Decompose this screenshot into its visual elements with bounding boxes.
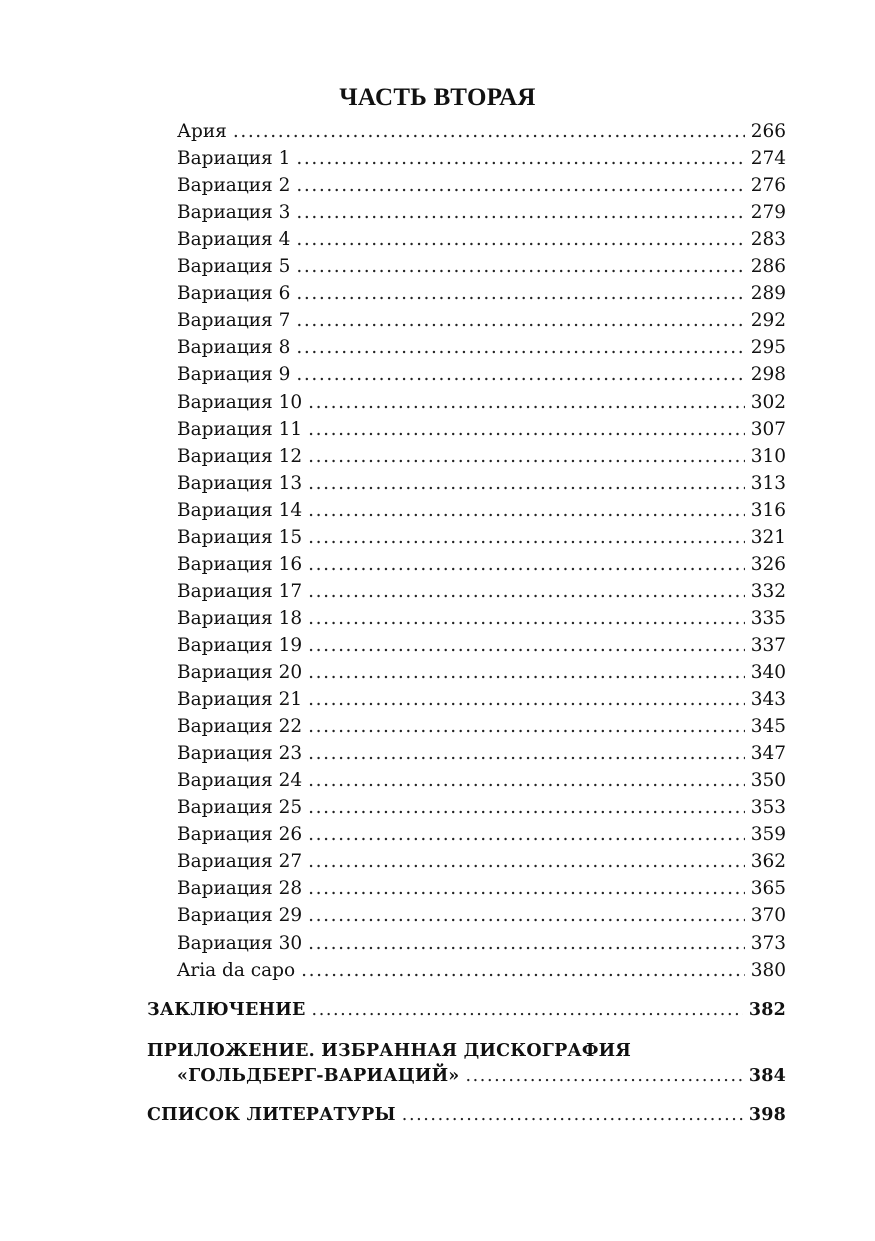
toc-entry-label: Ария bbox=[177, 121, 227, 142]
dot-leader bbox=[233, 121, 745, 142]
toc-entry-page: 316 bbox=[750, 499, 786, 521]
toc-entry[interactable] bbox=[177, 419, 786, 446]
toc-entry-label: ЗАКЛЮЧЕНИЕ bbox=[147, 1000, 306, 1020]
dot-leader bbox=[465, 1066, 742, 1086]
toc-entry-page: 384 bbox=[748, 1066, 786, 1086]
toc-entry[interactable] bbox=[177, 878, 786, 905]
toc-entry-page: 302 bbox=[750, 391, 786, 413]
toc-entry-page: 370 bbox=[750, 905, 786, 927]
toc-entry-page: 313 bbox=[750, 472, 786, 494]
toc-entry[interactable] bbox=[177, 716, 786, 743]
toc-entry-label: Вариация 19 bbox=[177, 634, 303, 656]
dot-leader bbox=[308, 554, 745, 575]
toc-entry-label: Вариация 1 bbox=[177, 148, 291, 170]
toc-entry-page: 286 bbox=[750, 256, 786, 278]
toc-entry[interactable] bbox=[177, 581, 786, 608]
toc-entry[interactable] bbox=[177, 148, 786, 175]
toc-entry[interactable] bbox=[177, 770, 786, 797]
toc-entry[interactable] bbox=[177, 175, 786, 202]
toc-entry-page: 362 bbox=[750, 851, 786, 873]
toc-entry[interactable] bbox=[177, 473, 786, 500]
toc-entry[interactable] bbox=[177, 797, 786, 824]
toc-entry-label: Вариация 25 bbox=[177, 797, 303, 819]
toc-entry-appendix-line1[interactable]: ПРИЛОЖЕНИЕ. ИЗБРАННАЯ ДИСКОГРАФИЯ bbox=[147, 1041, 632, 1061]
dot-leader bbox=[308, 878, 745, 899]
toc-entry[interactable] bbox=[177, 905, 786, 932]
toc-entry-page: 276 bbox=[750, 175, 786, 197]
toc-entry[interactable] bbox=[177, 743, 786, 770]
dot-leader bbox=[308, 662, 745, 683]
dot-leader bbox=[296, 202, 744, 223]
toc-entry-conclusion[interactable] bbox=[147, 1000, 786, 1027]
dot-leader bbox=[296, 148, 744, 169]
toc-entry[interactable] bbox=[177, 554, 786, 581]
dot-leader bbox=[308, 933, 745, 954]
dot-leader bbox=[308, 500, 745, 521]
toc-entry[interactable] bbox=[177, 527, 786, 554]
toc-entry[interactable] bbox=[177, 202, 786, 229]
dot-leader bbox=[308, 527, 745, 548]
toc-entry-label: Вариация 14 bbox=[177, 499, 303, 521]
toc-entry-page: 298 bbox=[750, 364, 786, 386]
toc-entry-page: 289 bbox=[750, 283, 786, 305]
dot-leader bbox=[296, 310, 744, 331]
toc-entry[interactable] bbox=[177, 960, 786, 987]
toc-entry[interactable] bbox=[177, 310, 786, 337]
toc-entry-label: СПИСОК ЛИТЕРАТУРЫ bbox=[147, 1105, 396, 1125]
toc-entry-page: 337 bbox=[750, 634, 786, 656]
toc-entry[interactable] bbox=[177, 337, 786, 364]
dot-leader bbox=[296, 175, 744, 196]
toc-entry-label: Вариация 21 bbox=[177, 689, 303, 711]
part-title: ЧАСТЬ ВТОРАЯ bbox=[339, 84, 536, 111]
toc-entry[interactable] bbox=[177, 933, 786, 960]
dot-leader bbox=[308, 608, 745, 629]
toc-entry[interactable] bbox=[177, 635, 786, 662]
toc-entry-page: 365 bbox=[750, 878, 786, 900]
dot-leader bbox=[308, 770, 745, 791]
dot-leader bbox=[296, 256, 744, 277]
toc-entry-page: 292 bbox=[750, 310, 786, 332]
toc-entry-page: 295 bbox=[750, 337, 786, 359]
dot-leader bbox=[402, 1105, 743, 1125]
toc-entry-label: Вариация 23 bbox=[177, 743, 303, 765]
dot-leader bbox=[308, 716, 745, 737]
toc-entry-page: 347 bbox=[750, 743, 786, 765]
toc-entry-page: 343 bbox=[750, 689, 786, 711]
toc-entry-page: 310 bbox=[750, 445, 786, 467]
toc-entry-label: Вариация 10 bbox=[177, 391, 303, 413]
toc-entry-page: 279 bbox=[750, 202, 786, 224]
dot-leader bbox=[308, 905, 745, 926]
dot-leader bbox=[296, 337, 744, 358]
toc-entry-label: Вариация 4 bbox=[177, 229, 291, 251]
toc-entry-page: 326 bbox=[750, 553, 786, 575]
toc-entry-label: Вариация 17 bbox=[177, 580, 303, 602]
toc-entry-page: 345 bbox=[750, 716, 786, 738]
toc-entry-label: «ГОЛЬДБЕРГ-ВАРИАЦИЙ» bbox=[177, 1066, 460, 1086]
toc-entry-label: Вариация 7 bbox=[177, 310, 291, 332]
toc-entry-label: Вариация 18 bbox=[177, 607, 303, 629]
toc-entry[interactable] bbox=[177, 364, 786, 391]
toc-entry-page: 266 bbox=[750, 121, 786, 142]
toc-entry-page: 382 bbox=[748, 1000, 786, 1020]
toc-entry-page: 335 bbox=[750, 607, 786, 629]
toc-entry-label: Вариация 12 bbox=[177, 445, 303, 467]
toc-entry-label: Вариация 16 bbox=[177, 553, 303, 575]
toc-entry-page: 274 bbox=[750, 148, 786, 170]
toc-entry-page: 321 bbox=[750, 526, 786, 548]
dot-leader bbox=[308, 797, 745, 818]
toc-entry-appendix[interactable] bbox=[177, 1066, 786, 1093]
toc-entry-page: 350 bbox=[750, 770, 786, 792]
dot-leader bbox=[301, 960, 745, 981]
dot-leader bbox=[308, 392, 745, 413]
toc-entry-label: Вариация 26 bbox=[177, 824, 303, 846]
toc-entry[interactable] bbox=[177, 229, 786, 256]
toc-entry-page: 283 bbox=[750, 229, 786, 251]
dot-leader bbox=[296, 283, 744, 304]
toc-entry-page: 307 bbox=[750, 418, 786, 440]
toc-entry-label: Вариация 5 bbox=[177, 256, 291, 278]
dot-leader bbox=[308, 824, 745, 845]
toc-entry-label: Вариация 11 bbox=[177, 418, 303, 440]
dot-leader bbox=[308, 446, 745, 467]
dot-leader bbox=[308, 581, 745, 602]
toc-entry[interactable] bbox=[177, 446, 786, 473]
toc-entry-page: 380 bbox=[750, 959, 786, 981]
toc-entry-label: Вариация 22 bbox=[177, 716, 303, 738]
toc-entry[interactable] bbox=[177, 824, 786, 851]
toc-entry-label: Вариация 24 bbox=[177, 770, 303, 792]
toc-entry-page: 332 bbox=[750, 580, 786, 602]
toc-entry-label: Вариация 20 bbox=[177, 662, 303, 683]
toc-entry-label: Вариация 27 bbox=[177, 851, 303, 873]
toc-entry-page: 359 bbox=[750, 824, 786, 846]
toc-entry-label: Aria da capo bbox=[177, 959, 296, 981]
dot-leader bbox=[296, 229, 744, 250]
toc-entry-page: 398 bbox=[748, 1105, 786, 1125]
toc-entry-label: Вариация 30 bbox=[177, 932, 303, 954]
toc-entry[interactable] bbox=[177, 121, 786, 148]
toc-entry-label: Вариация 13 bbox=[177, 472, 303, 494]
toc-entry[interactable] bbox=[177, 851, 786, 878]
toc-entry[interactable] bbox=[177, 500, 786, 527]
toc-entry-label: Вариация 28 bbox=[177, 878, 303, 900]
dot-leader bbox=[296, 364, 744, 385]
toc-entry[interactable] bbox=[177, 256, 786, 283]
toc-entry-bibliography[interactable] bbox=[147, 1105, 786, 1132]
dot-leader bbox=[308, 851, 745, 872]
toc-entry[interactable] bbox=[177, 608, 786, 635]
toc-entry[interactable] bbox=[177, 392, 786, 419]
dot-leader bbox=[308, 743, 745, 764]
toc-entry-page: 340 bbox=[750, 662, 786, 683]
toc-entry[interactable] bbox=[177, 283, 786, 310]
toc-entry-label: Вариация 15 bbox=[177, 526, 303, 548]
dot-leader bbox=[312, 1000, 743, 1020]
toc-entry-label: Вариация 3 bbox=[177, 202, 291, 224]
dot-leader bbox=[308, 473, 745, 494]
toc-entry-label: Вариация 2 bbox=[177, 175, 291, 197]
dot-leader bbox=[308, 419, 745, 440]
dot-leader bbox=[308, 689, 745, 710]
toc-entry[interactable] bbox=[177, 662, 786, 689]
toc-entry-label: Вариация 8 bbox=[177, 337, 291, 359]
toc-entry-label: Вариация 29 bbox=[177, 905, 303, 927]
dot-leader bbox=[308, 635, 745, 656]
toc-entry-label: Вариация 6 bbox=[177, 283, 291, 305]
toc-entry[interactable] bbox=[177, 689, 786, 716]
toc-entry-page: 353 bbox=[750, 797, 786, 819]
toc-entry-label: Вариация 9 bbox=[177, 364, 291, 386]
toc-entry-page: 373 bbox=[750, 932, 786, 954]
